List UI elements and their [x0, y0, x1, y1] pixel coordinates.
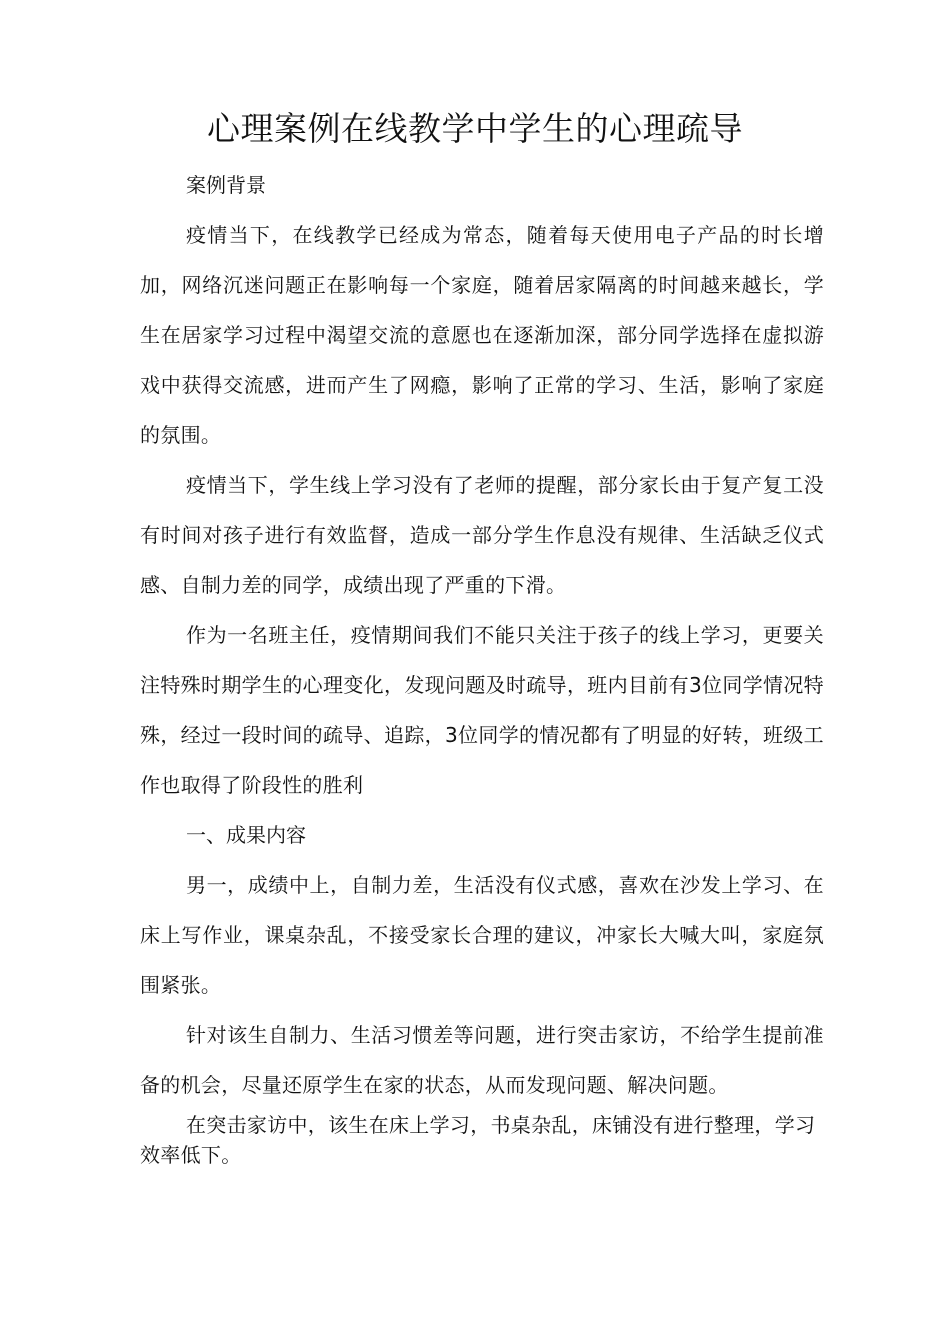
section-heading-results: 一、成果内容 [186, 823, 306, 847]
paragraph-6: 在突击家访中，该生在床上学习，书桌杂乱，床铺没有进行整理，学习效率低下。 [140, 1113, 816, 1167]
section-heading-background: 案例背景 [186, 173, 266, 197]
paragraph-1: 疫情当下，在线教学已经成为常态，随着每天使用电子产品的时长增加，网络沉迷问题正在影响每一个家庭，随着居家隔离的时间越来越长，学生在居家学习过程中渴望交流的意愿也在逐渐加深，部分同学选择在虚拟游戏中获得交流感，进而产生了网瘾，影响了正常的学习、生活，影响了家庭的氛围。 [140, 223, 824, 447]
document-body [140, 160, 824, 1170]
paragraph-5: 针对该生自制力、生活习惯差等问题，进行突击家访，不给学生提前准备的机会，尽量还原学生在家的状态，从而发现问题、解决问题。 [140, 1023, 824, 1097]
paragraph-4: 男一，成绩中上，自制力差，生活没有仪式感，喜欢在沙发上学习、在床上写作业，课桌杂乱，不接受家长合理的建议，冲家长大喊大叫，家庭氛围紧张。 [140, 873, 824, 997]
document-title: 心理案例在线教学中学生的心理疏导 [207, 109, 743, 148]
paragraph-3: 作为一名班主任，疫情期间我们不能只关注于孩子的线上学习，更要关注特殊时期学生的心理变化，发现问题及时疏导，班内目前有3位同学情况特殊，经过一段时间的疏导、追踪，3位同学的情况都有了明显的好转，班级工作也取得了阶段性的胜利 [140, 623, 824, 797]
paragraph-2: 疫情当下，学生线上学习没有了老师的提醒，部分家长由于复产复工没有时间对孩子进行有效监督，造成一部分学生作息没有规律、生活缺乏仪式感、自制力差的同学，成绩出现了严重的下滑。 [140, 473, 824, 597]
